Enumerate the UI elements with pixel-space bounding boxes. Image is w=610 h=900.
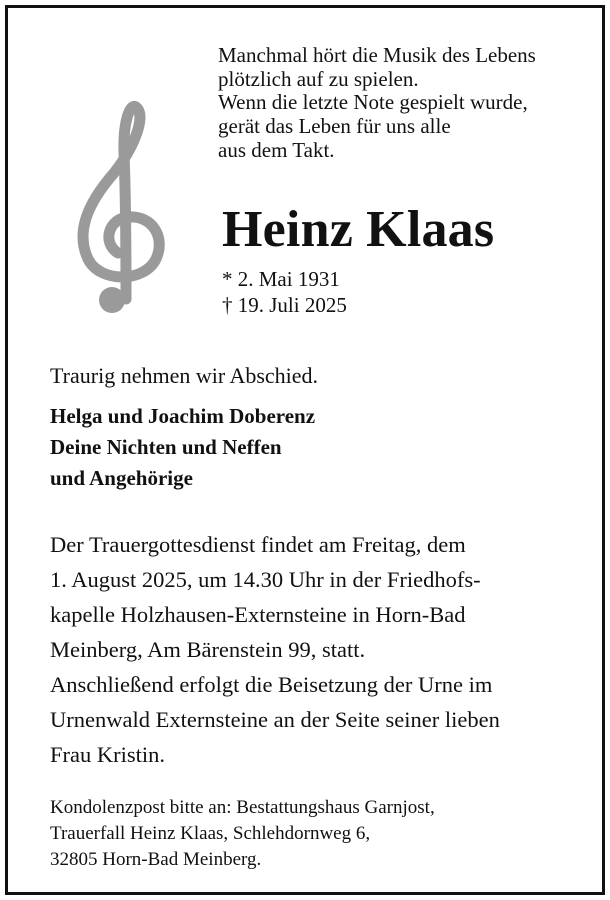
poem-line: plötzlich auf zu spielen. bbox=[218, 66, 419, 91]
death-date: † 19. Juli 2025 bbox=[222, 293, 347, 317]
service-line: Meinberg, Am Bärenstein 99, statt. bbox=[50, 637, 366, 662]
burial-line: Frau Kristin. bbox=[50, 742, 165, 767]
treble-clef-icon bbox=[66, 93, 176, 318]
mourner-line: Deine Nichten und Neffen bbox=[50, 435, 282, 459]
poem bbox=[218, 44, 536, 163]
condolence-address bbox=[50, 795, 435, 873]
deceased-name: Heinz Klaas bbox=[222, 201, 495, 258]
service-line: 1. August 2025, um 14.30 Uhr in der Friedhofs- bbox=[50, 567, 481, 592]
condolence-line: Kondolenzpost bitte an: Bestattungshaus Garnjost, bbox=[50, 797, 435, 818]
life-dates bbox=[222, 266, 347, 318]
mourner-line: Helga und Joachim Doberenz bbox=[50, 404, 316, 428]
obituary-frame bbox=[5, 5, 605, 895]
mourners bbox=[50, 401, 315, 494]
condolence-line: Trauerfall Heinz Klaas, Schlehdornweg 6, bbox=[50, 823, 371, 844]
burial-info bbox=[50, 667, 500, 772]
poem-line: aus dem Takt. bbox=[218, 137, 335, 162]
burial-line: Urnenwald Externsteine an der Seite seiner lieben bbox=[50, 707, 500, 732]
condolence-line: 32805 Horn-Bad Meinberg. bbox=[50, 849, 262, 870]
burial-line: Anschließend erfolgt die Beisetzung der Urne im bbox=[50, 672, 493, 697]
birth-date: * 2. Mai 1931 bbox=[222, 267, 340, 291]
service-info bbox=[50, 527, 481, 667]
mourner-line: und Angehörige bbox=[50, 466, 193, 490]
service-line: kapelle Holzhausen-Externsteine in Horn-Bad bbox=[50, 602, 466, 627]
service-line: Der Trauergottesdienst findet am Freitag, dem bbox=[50, 532, 466, 557]
farewell-text: Traurig nehmen wir Abschied. bbox=[50, 363, 319, 388]
poem-line: Manchmal hört die Musik des Lebens bbox=[218, 43, 536, 67]
poem-line: Wenn die letzte Note gespielt wurde, bbox=[218, 90, 528, 115]
poem-line: gerät das Leben für uns alle bbox=[218, 114, 451, 139]
